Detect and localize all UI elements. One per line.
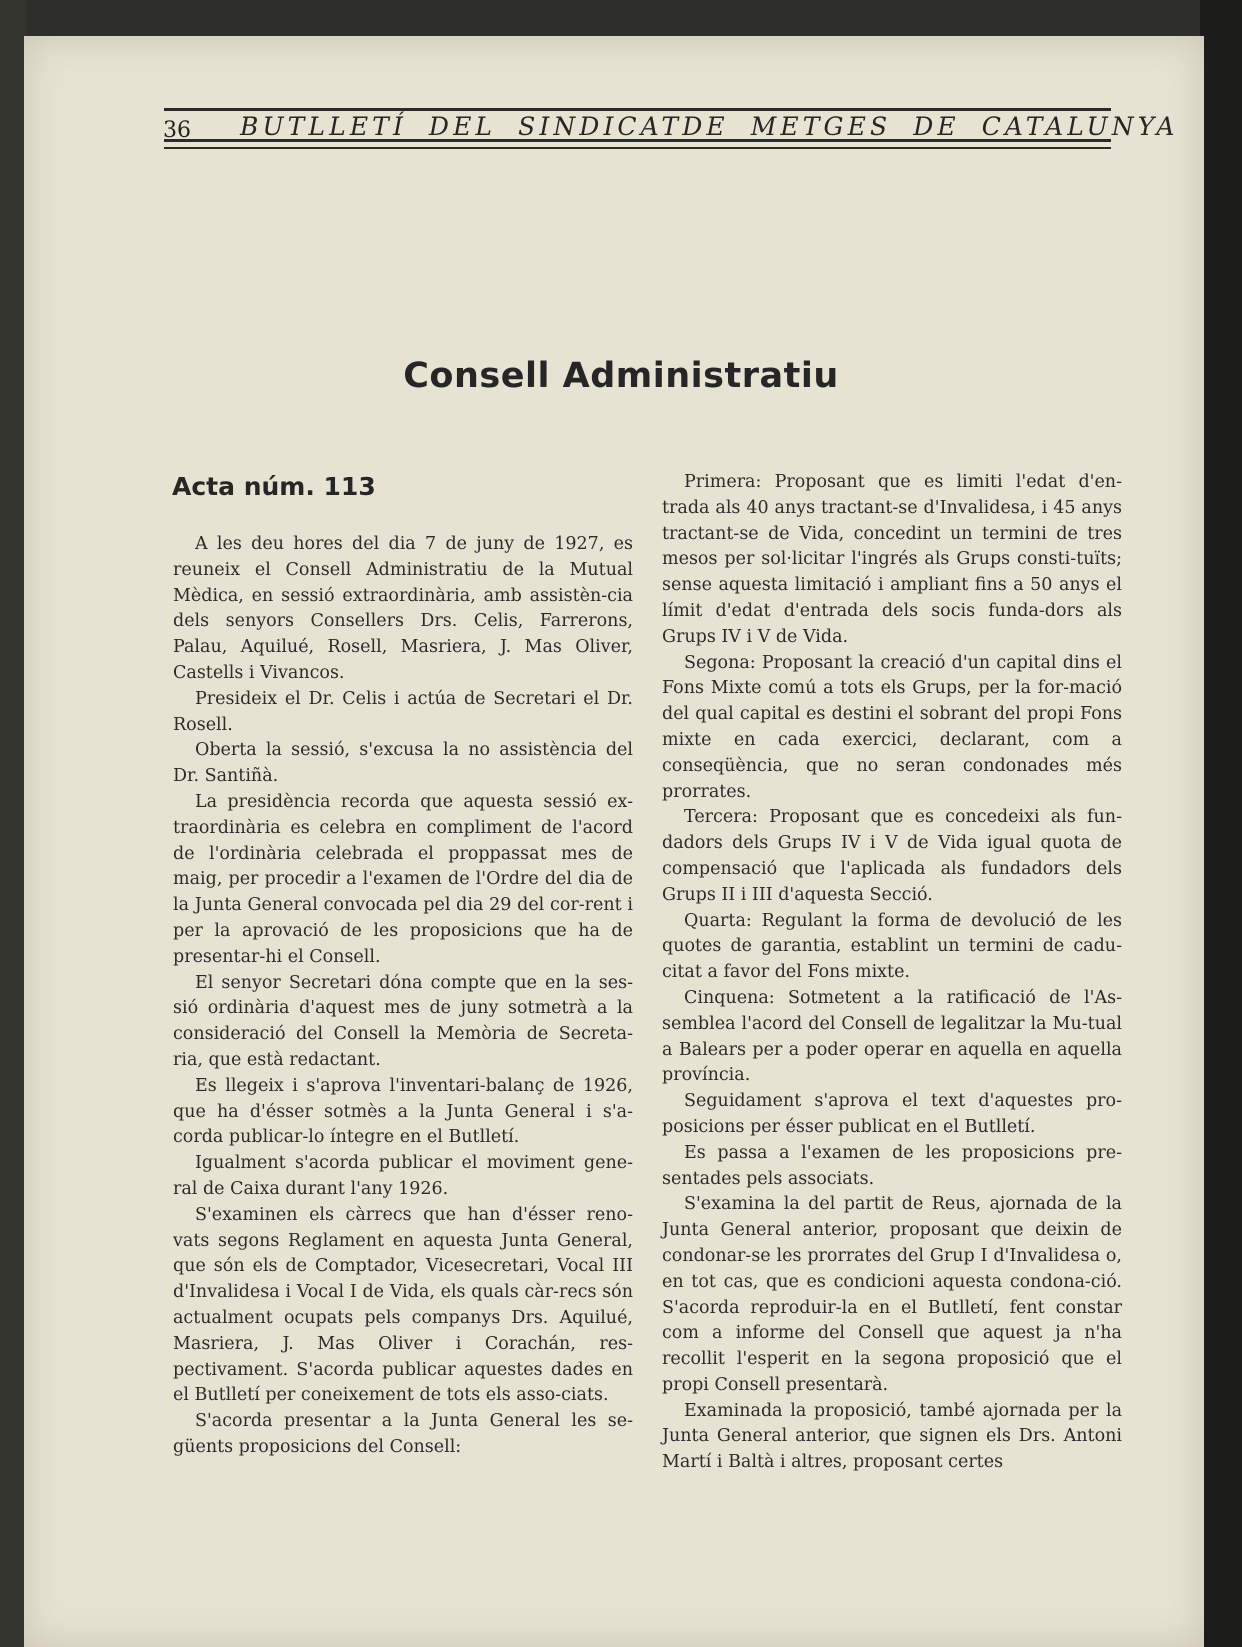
paragraph: Primera: Proposant que es limiti l'edat d'en-trada als 40 anys tractant-se d'Invalidesa, i 45 anys tractant-se de Vida, concedint un termini de tres mesos per sol·licitar l'ingrés als Grups consti-tuïts; sense aquesta limitació i ampliant fins a 50 anys el límit d'edat d'entrada dels socis funda-dors als Grups IV i V de Vida. [662,472,1122,647]
scan-border-top [0,0,1242,38]
page-number: 36 [163,118,191,143]
running-head-word: METGES [750,112,892,141]
header-rule-top [164,108,1111,111]
header-rule-double [164,147,1111,149]
paragraph: S'examina la del partit de Reus, ajornada de la Junta General anterior, proposant que deixin de condonar-se les prorrates del Grup I d'Invalidesa o, en tot cas, que es condicioni aquesta condona-ció. S'acorda reproduir-la en el Butlletí, fent constar com a informe del Consell que aquest ja n'ha recollit l'esperit en la segona proposició que el propi Consell presentarà. [662,1194,1122,1395]
paragraph: Presideix el Dr. Celis i actúa de Secretari el Dr. Rosell. [173,688,633,735]
paragraph: Quarta: Regulant la forma de devolució de les quotes de garantia, establint un termini de cadu-citat a favor del Fons mixte. [662,910,1122,983]
running-head-word: DE [913,112,960,141]
running-head-word: DEL [428,112,497,141]
paragraph: Igualment s'acorda publicar el moviment gene-ral de Caixa durant l'any 1926. [173,1153,633,1199]
paragraph: Tercera: Proposant que es concedeixi als fun-dadors dels Grups IV i V de Vida igual quota de compensació que l'aplicada als fundadors dels Grups II i III d'aquesta Secció. [662,807,1122,905]
paragraph: El senyor Secretari dóna compte que en la ses-sió ordinària d'aquest mes de juny sotmetrà a la consideració del Consell la Memòria de Secreta-ria, que està redactant. [173,972,633,1070]
paragraph: S'examinen els càrrecs que han d'ésser reno-vats segons Reglament en aquesta Junta General, que són els de Comptador, Vicesecretari, Vocal III d'Invalidesa i Vocal I de Vida, els quals càr-recs són actualment ocupats pels companys Drs. Aquilué, Masriera, J. Mas Oliver i Corachán, res-pectivament. S'acorda publicar aquestes dades en el Butlletí per coneixement de tots els asso-ciats. [173,1204,633,1406]
right-column [662,470,1122,1476]
paragraph: A les deu hores del dia 7 de juny de 1927, es reuneix el Consell Administratiu de la Mutual Mèdica, en sessió extraordinària, amb assistèn-cia dels senyors Consellers Drs. Celis, Farrerons, Palau, Aquilué, Rosell, Masriera, J. Mas Oliver, Castells i Vivancos. [173,534,633,683]
running-head [240,112,1179,141]
scan-background-right [1200,0,1242,1647]
running-head-word: CATALUNYA [981,112,1179,141]
paragraph: La presidència recorda que aquesta sessió ex-traordinària es celebra en compliment de l'acord de l'ordinària celebrada el proppassat mes de maig, per procedir a l'examen de l'Ordre del dia de la Junta General convocada pel dia 29 del cor-rent i per la aprovació de les proposicions que ha de presentar-hi el Consell. [173,791,633,967]
paragraph: Oberta la sessió, s'excusa la no assistència del Dr. Santiñà. [173,740,633,787]
running-head-word: SINDICATDE [518,112,729,141]
paragraph: Seguidament s'aprova el text d'aquestes pro-posicions per ésser publicat en el Butlletí. [662,1091,1122,1137]
paragraph: Cinquena: Sotmetent a la ratificació de l'As-semblea l'acord del Consell de legalitzar la Mu-tual a Balears per a poder operar en aquella en aquella província. [662,987,1122,1086]
page-title: Consell Administratiu [403,356,839,396]
left-column [173,532,633,1461]
scan-border-left [0,0,26,1647]
section-heading: Acta núm. 113 [172,472,376,501]
paragraph: Segona: Proposant la creació d'un capital dins el Fons Mixte comú a tots els Grups, per la for-mació del qual capital es destini el sobrant del propi Fons mixte en cada exercici, declarant, com a conseqüència, que no seran condonades més prorrates. [662,652,1122,802]
paragraph: Es passa a l'examen de les proposicions pre-sentades pels associats. [662,1142,1122,1189]
paragraph: Examinada la proposició, també ajornada per la Junta General anterior, que signen els Drs. Antoni Martí i Baltà i altres, proposant certes [662,1400,1122,1473]
paragraph: S'acorda presentar a la Junta General les se-güents proposicions del Consell: [173,1411,633,1457]
paragraph: Es llegeix i s'aprova l'inventari-balanç de 1926, que ha d'ésser sotmès a la Junta General i s'a-corda publicar-lo íntegre en el Butlletí. [173,1075,633,1148]
running-head-word: BUTLLETÍ [240,112,407,141]
